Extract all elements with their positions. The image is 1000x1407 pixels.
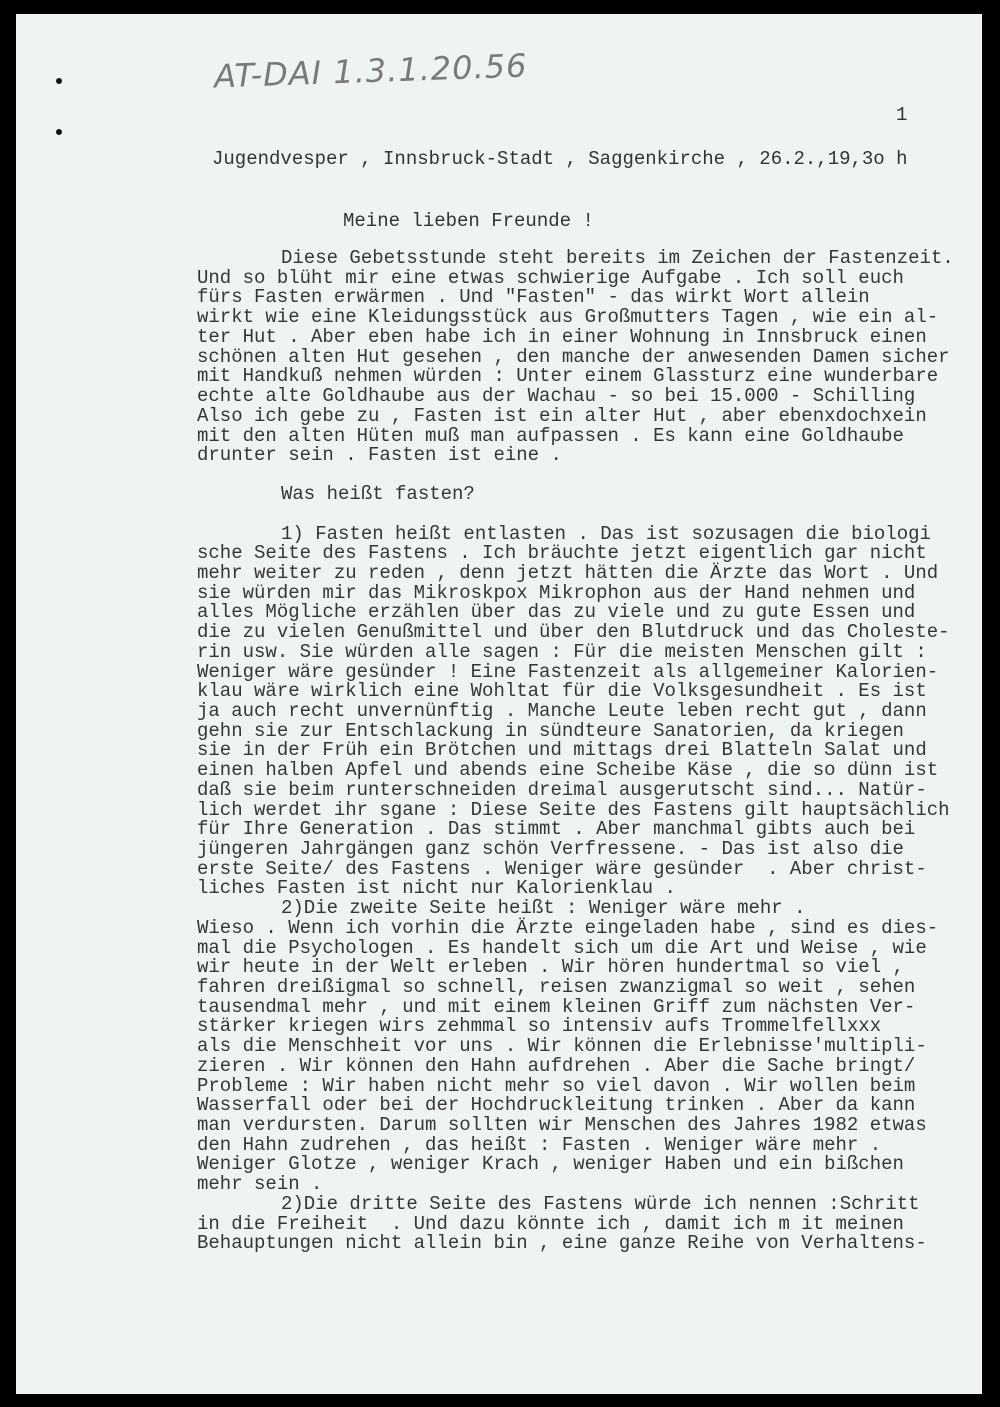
text-line: Weniger wäre gesünder ! Eine Fastenzeit als allgemeiner Kalorien- [197, 661, 939, 683]
text-line: Wasserfall oder bei der Hochdruckleitung trinken . Aber da kann [197, 1094, 916, 1116]
text-line: mal die Psychologen . Es handelt sich um die Art und Weise , wie [197, 937, 927, 959]
punch-hole-mark [56, 78, 62, 84]
text-line: 2)Die zweite Seite heißt : Weniger wäre mehr . [281, 897, 806, 919]
text-line: Wieso . Wenn ich vorhin die Ärzte eingeladen habe , sind es dies- [197, 917, 939, 939]
text-line: in die Freiheit . Und dazu könnte ich , damit ich m it meinen [197, 1213, 904, 1235]
text-line: rin usw. Sie würden alle sagen : Für die meisten Menschen gilt : [197, 641, 927, 663]
text-line: mit Handkuß nehmen würden : Unter einem Glassturz eine wunderbare [197, 365, 939, 387]
text-line: sie würden mir das Mikroskpox Mikrophon aus der Hand nehmen und [197, 582, 916, 604]
text-line: wirkt wie eine Kleidungsstück aus Großmutters Tagen , wie ein al- [197, 306, 939, 328]
text-line: Diese Gebetsstunde steht bereits im Zeichen der Fastenzeit. [281, 247, 954, 269]
text-line: Probleme : Wir haben nicht mehr so viel davon . Wir wollen beim [197, 1075, 916, 1097]
text-line: erste Seite/ des Fastens . Weniger wäre gesünder . Aber christ- [197, 858, 927, 880]
text-line: wir heute in der Welt erleben . Wir hören hundertmal so viel , [197, 956, 904, 978]
text-line: Und so blüht mir eine etwas schwierige Aufgabe . Ich soll euch [197, 267, 904, 289]
document-page [16, 14, 982, 1394]
text-line: als die Menschheit vor uns . Wir können die Erlebnisse'multipli- [197, 1035, 927, 1057]
text-line: Also ich gebe zu , Fasten ist ein alter Hut , aber ebenxdochxein [197, 405, 927, 427]
text-line: daß sie beim runterschneiden dreimal ausgerutscht sind... Natür- [197, 779, 927, 801]
text-line: schönen alten Hut gesehen , den manche der anwesenden Damen sicher [197, 346, 950, 368]
text-line: alles Mögliche erzählen über das zu viele und zu gute Essen und [197, 601, 916, 623]
text-line: ja auch recht unvernünftig . Manche Leute leben recht gut , dann [197, 700, 927, 722]
salutation: Meine lieben Freunde ! [343, 210, 594, 232]
text-line: fahren dreißigmal so schnell, reisen zwanzigmal so weit , sehen [197, 976, 916, 998]
text-line: ter Hut . Aber eben habe ich in einer Wohnung in Innsbruck einen [197, 326, 927, 348]
text-line: stärker kriegen wirs zehmmal so intensiv aufs Trommelfellxxx [197, 1015, 882, 1037]
page-number: 1 [896, 104, 908, 126]
text-line: sie in der Früh ein Brötchen und mittags drei Blatteln Salat und [197, 739, 927, 761]
punch-hole-mark [56, 129, 62, 135]
text-line: mit den alten Hüten muß man aufpassen . Es kann eine Goldhaube [197, 425, 904, 447]
text-line: 2)Die dritte Seite des Fastens würde ich nennen :Schritt [281, 1193, 920, 1215]
text-line: 1) Fasten heißt entlasten . Das ist sozusagen die biologi [281, 523, 931, 545]
text-line: fürs Fasten erwärmen . Und "Fasten" - das wirkt Wort allein [197, 286, 870, 308]
text-line: den Hahn zudrehen , das heißt : Fasten . Weniger wäre mehr . [197, 1134, 882, 1156]
text-line: lich werdet ihr sgane : Diese Seite des Fastens gilt hauptsächlich [197, 799, 950, 821]
text-line: liches Fasten ist nicht nur Kalorienklau . [197, 877, 676, 899]
text-line: für Ihre Generation . Das stimmt . Aber manchmal gibts auch bei [197, 818, 916, 840]
text-line: mehr sein . [197, 1173, 323, 1195]
text-line: jüngeren Jahrgängen ganz schön Verfressene. - Das ist also die [197, 838, 904, 860]
text-line: tausendmal mehr , und mit einem kleinen Griff zum nächsten Ver- [197, 996, 916, 1018]
text-line: drunter sein . Fasten ist eine . [197, 444, 562, 466]
text-line: man verdursten. Darum sollten wir Menschen des Jahres 1982 etwas [197, 1114, 927, 1136]
text-line: Was heißt fasten? [281, 483, 475, 505]
text-line: echte alte Goldhaube aus der Wachau - so bei 15.000 - Schilling [197, 385, 916, 407]
text-line: zieren . Wir können den Hahn aufdrehen . Aber die Sache bringt/ [197, 1055, 916, 1077]
text-line: die zu vielen Genußmittel und über den Blutdruck und das Choleste- [197, 621, 950, 643]
text-line: gehn sie zur Entschlackung in sündteure Sanatorien, da kriegen [197, 720, 904, 742]
archive-id-handwritten: AT-DAI 1.3.1.20.56 [213, 46, 529, 96]
text-line: Weniger Glotze , weniger Krach , weniger Haben und ein bißchen [197, 1153, 904, 1175]
text-line: sche Seite des Fastens . Ich bräuchte jetzt eigentlich gar nicht [197, 542, 927, 564]
text-line: Behauptungen nicht allein bin , eine ganze Reihe von Verhaltens- [197, 1232, 927, 1254]
document-heading: Jugendvesper , Innsbruck-Stadt , Saggenkirche , 26.2.,19,3o h [212, 148, 908, 170]
text-line: einen halben Apfel und abends eine Scheibe Käse , die so dünn ist [197, 759, 939, 781]
text-line: mehr weiter zu reden , denn jetzt hätten die Ärzte das Wort . Und [197, 562, 939, 584]
text-line: klau wäre wirklich eine Wohltat für die Volksgesundheit . Es ist [197, 680, 927, 702]
